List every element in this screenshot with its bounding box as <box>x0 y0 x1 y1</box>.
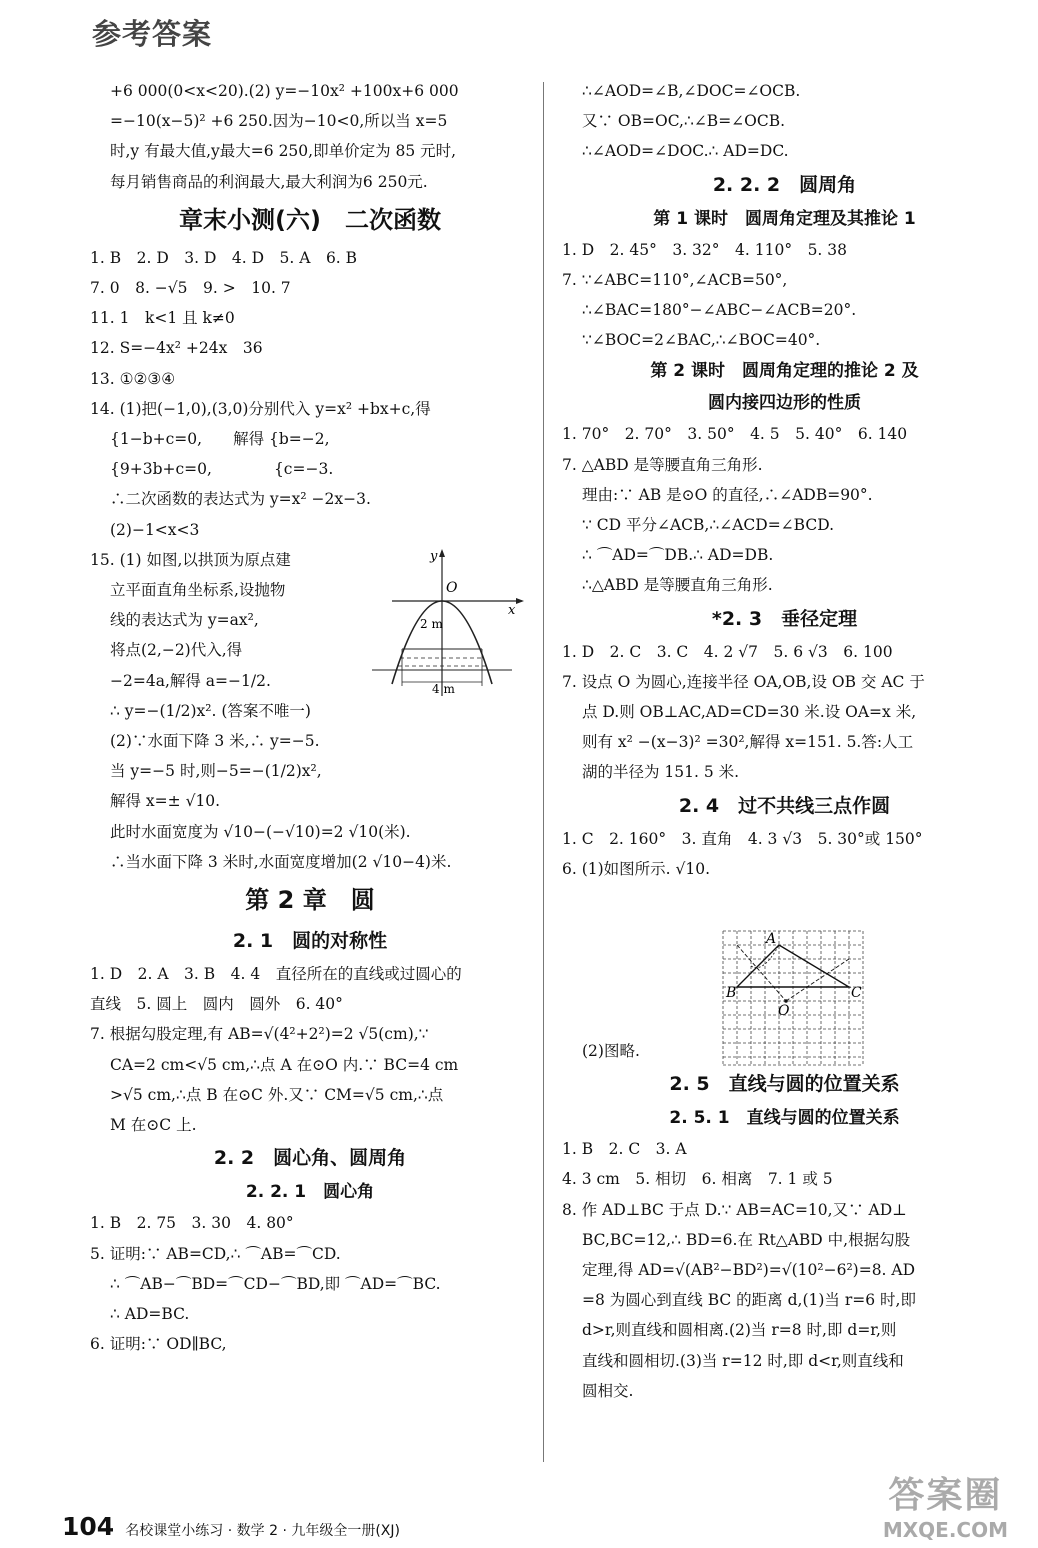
answer-line: ∴△ABD 是等腰直角三角形. <box>582 576 773 595</box>
page-footer <box>62 1512 400 1541</box>
answer-line: 则有 x² −(x−3)² =30²,解得 x=151. 5.答:人工 <box>582 733 914 752</box>
answer-line: {1−b+c=0, 解得 {b=−2, <box>110 430 330 449</box>
answer-line: 直线 5. 圆上 圆内 圆外 6. 40° <box>90 995 343 1014</box>
section-heading: 2. 2. 2 圆周角 <box>712 173 857 196</box>
watermark-title: 答案圈 <box>888 1475 1003 1516</box>
fig1-label-x: x <box>508 603 516 618</box>
answer-line: 直线和圆相切.(3)当 r=12 时,即 d<r,则直线和 <box>582 1351 904 1370</box>
answer-line: 11. 1 k<1 且 k≠0 <box>90 309 235 328</box>
answer-line: 圆相交. <box>582 1381 634 1400</box>
answer-line: 1. D 2. C 3. C 4. 2 √7 5. 6 √3 6. 100 <box>562 642 893 661</box>
answer-line: >√5 cm,∴点 B 在⊙C 外.又∵ CM=√5 cm,∴点 <box>110 1085 444 1104</box>
answer-line: ∵∠BOC=2∠BAC,∴∠BOC=40°. <box>582 331 821 350</box>
answer-line: 13. ①②③④ <box>90 369 176 388</box>
answer-line: 又∵ OB=OC,∴∠B=∠OCB. <box>582 112 786 131</box>
answer-line: ∴二次函数的表达式为 y=x² −2x−3. <box>110 490 371 509</box>
fig1-label-o: O <box>446 580 458 596</box>
watermark-url: MXQE.COM <box>882 1518 1008 1542</box>
answer-line: 理由:∵ AB 是⊙O 的直径,∴∠ADB=90°. <box>582 485 873 504</box>
answer-line: 6. (1)如图所示. √10. <box>562 859 711 878</box>
answer-line: 每月销售商品的利润最大,最大利润为6 250元. <box>110 172 428 191</box>
column-divider <box>543 82 544 1462</box>
answer-line: (2)−1<x<3 <box>110 520 200 539</box>
answer-line: ∴当水面下降 3 米时,水面宽度增加(2 √10−4)米. <box>110 852 452 871</box>
answer-line: 此时水面宽度为 √10−(−√10)=2 √10(米). <box>110 822 411 841</box>
answer-line: 7. ∵∠ABC=110°,∠ACB=50°, <box>562 270 788 289</box>
answer-line: 线的表达式为 y=ax², <box>110 611 259 630</box>
grid-circle-figure <box>718 926 868 1070</box>
fig2-label-b: B <box>726 985 737 1001</box>
section-heading: 2. 5. 1 直线与圆的位置关系 <box>669 1108 900 1129</box>
answer-line: 1. B 2. D 3. D 4. D 5. A 6. B <box>90 248 358 267</box>
section-heading: 2. 4 过不共线三点作圆 <box>678 794 891 817</box>
answer-line: 15. (1) 如图,以拱顶为原点建 <box>90 550 291 569</box>
answer-line: M 在⊙C 上. <box>110 1116 197 1135</box>
answer-line: ∴∠BAC=180°−∠ABC−∠ACB=20°. <box>582 301 857 320</box>
answer-line: ∴ AD=BC. <box>110 1304 190 1323</box>
parabola-bridge-figure <box>372 546 532 696</box>
section-heading: 2. 5 直线与圆的位置关系 <box>669 1073 900 1096</box>
answer-line: d>r,则直线和圆相离.(2)当 r=8 时,即 d=r,则 <box>582 1321 897 1340</box>
page-header: 参考答案 <box>92 17 213 51</box>
section-heading: *2. 3 垂径定理 <box>711 607 858 630</box>
answer-line: 7. 设点 O 为圆心,连接半径 OA,OB,设 OB 交 AC 于 <box>562 672 925 691</box>
answer-line: (2)图略. <box>582 1042 640 1061</box>
answer-line: 14. (1)把(−1,0),(3,0)分别代入 y=x² +bx+c,得 <box>90 399 431 418</box>
answer-line: 时,y 有最大值,y最大=6 250,即单价定为 85 元时, <box>110 142 457 161</box>
left-column <box>90 76 530 1359</box>
answer-line: 点 D.则 OB⊥AC,AD=CD=30 米.设 OA=x 米, <box>582 703 917 722</box>
right-column <box>562 76 1007 1406</box>
answer-line: −2=4a,解得 a=−1/2. <box>110 671 271 690</box>
answer-line: 7. △ABD 是等腰直角三角形. <box>562 455 763 474</box>
fig1-label-width: 4 m <box>432 682 455 696</box>
answer-line: ∴ ⌒AB−⌒BD=⌒CD−⌒BD,即 ⌒AD=⌒BC. <box>110 1274 441 1293</box>
answer-line: {9+3b+c=0, {c=−3. <box>110 460 334 479</box>
answer-line: =−10(x−5)² +6 250.因为−10<0,所以当 x=5 <box>110 112 448 131</box>
section-heading: 2. 1 圆的对称性 <box>232 930 388 953</box>
section-heading: 2. 2. 1 圆心角 <box>245 1182 375 1203</box>
answer-line: ∴∠AOD=∠DOC.∴ AD=DC. <box>582 142 789 161</box>
answer-line: BC,BC=12,∴ BD=6.在 Rt△ABD 中,根据勾股 <box>582 1230 911 1249</box>
answer-line: 立平面直角坐标系,设抛物 <box>110 581 286 600</box>
answer-line: (2)∵水面下降 3 米,∴ y=−5. <box>110 732 320 751</box>
answer-line: 1. B 2. C 3. A <box>562 1140 687 1159</box>
page-number: 104 <box>62 1512 115 1541</box>
answer-line: 8. 作 AD⊥BC 于点 D.∵ AB=AC=10,又∵ AD⊥ <box>562 1200 907 1219</box>
section-heading: 2. 2 圆心角、圆周角 <box>213 1147 407 1170</box>
answer-line: 湖的半径为 151. 5 米. <box>582 763 740 782</box>
section-heading: 圆内接四边形的性质 <box>708 393 861 414</box>
answer-line: +6 000(0<x<20).(2) y=−10x² +100x+6 000 <box>110 82 459 100</box>
answer-line: 定理,得 AD=√(AB²−BD²)=√(10²−6²)=8. AD <box>582 1261 916 1280</box>
section-heading: 第 2 章 圆 <box>245 886 375 915</box>
answer-line: ∵ CD 平分∠ACB,∴∠ACD=∠BCD. <box>582 516 835 535</box>
answer-line: 1. D 2. 45° 3. 32° 4. 110° 5. 38 <box>562 240 848 259</box>
answer-line: 解得 x=± √10. <box>110 792 221 811</box>
answer-line: 4. 3 cm 5. 相切 6. 相离 7. 1 或 5 <box>562 1170 833 1189</box>
fig2-label-a: A <box>766 931 777 947</box>
footer-text: 名校课堂小练习 · 数学 2 · 九年级全一册(XJ) <box>125 1523 400 1539</box>
answer-line: 5. 证明:∵ AB=CD,∴ ⌒AB=⌒CD. <box>90 1244 341 1263</box>
answer-line: 1. 70° 2. 70° 3. 50° 4. 5 5. 40° 6. 140 <box>562 425 908 444</box>
answer-line: 1. B 2. 75 3. 30 4. 80° <box>90 1214 294 1233</box>
fig1-label-y: y <box>430 549 438 564</box>
answer-line: ∴ y=−(1/2)x². (答案不唯一) <box>110 701 311 720</box>
answer-line: 1. D 2. A 3. B 4. 4 直径所在的直线或过圆心的 <box>90 965 462 984</box>
fig2-label-o: O <box>778 1003 790 1019</box>
answer-line: 12. S=−4x² +24x 36 <box>90 339 263 358</box>
answer-line: 当 y=−5 时,则−5=−(1/2)x², <box>110 762 322 781</box>
answer-line: =8 为圆心到直线 BC 的距离 d,(1)当 r=6 时,即 <box>582 1291 916 1310</box>
answer-line: 6. 证明:∵ OD∥BC, <box>90 1335 227 1354</box>
section-heading: 第 1 课时 圆周角定理及其推论 1 <box>653 208 916 229</box>
fig1-label-height: 2 m <box>420 617 443 631</box>
answer-line: CA=2 cm<√5 cm,∴点 A 在⊙O 内.∵ BC=4 cm <box>110 1055 459 1074</box>
answer-line: 1. C 2. 160° 3. 直角 4. 3 √3 5. 30°或 150° <box>562 829 923 848</box>
answer-line: 7. 0 8. −√5 9. > 10. 7 <box>90 279 291 298</box>
answer-line: ∴ ⌒AD=⌒DB.∴ AD=DB. <box>582 546 774 565</box>
watermark-logo <box>883 1467 1008 1542</box>
answer-line: 7. 根据勾股定理,有 AB=√(4²+2²)=2 √5(cm),∵ <box>90 1025 429 1044</box>
section-heading: 章末小测(六) 二次函数 <box>179 205 441 234</box>
answer-line: ∴∠AOD=∠B,∠DOC=∠OCB. <box>582 82 801 100</box>
section-heading: 第 2 课时 圆周角定理的推论 2 及 <box>650 361 919 382</box>
fig2-label-c: C <box>851 985 862 1001</box>
answer-line: 将点(2,−2)代入,得 <box>110 641 243 660</box>
